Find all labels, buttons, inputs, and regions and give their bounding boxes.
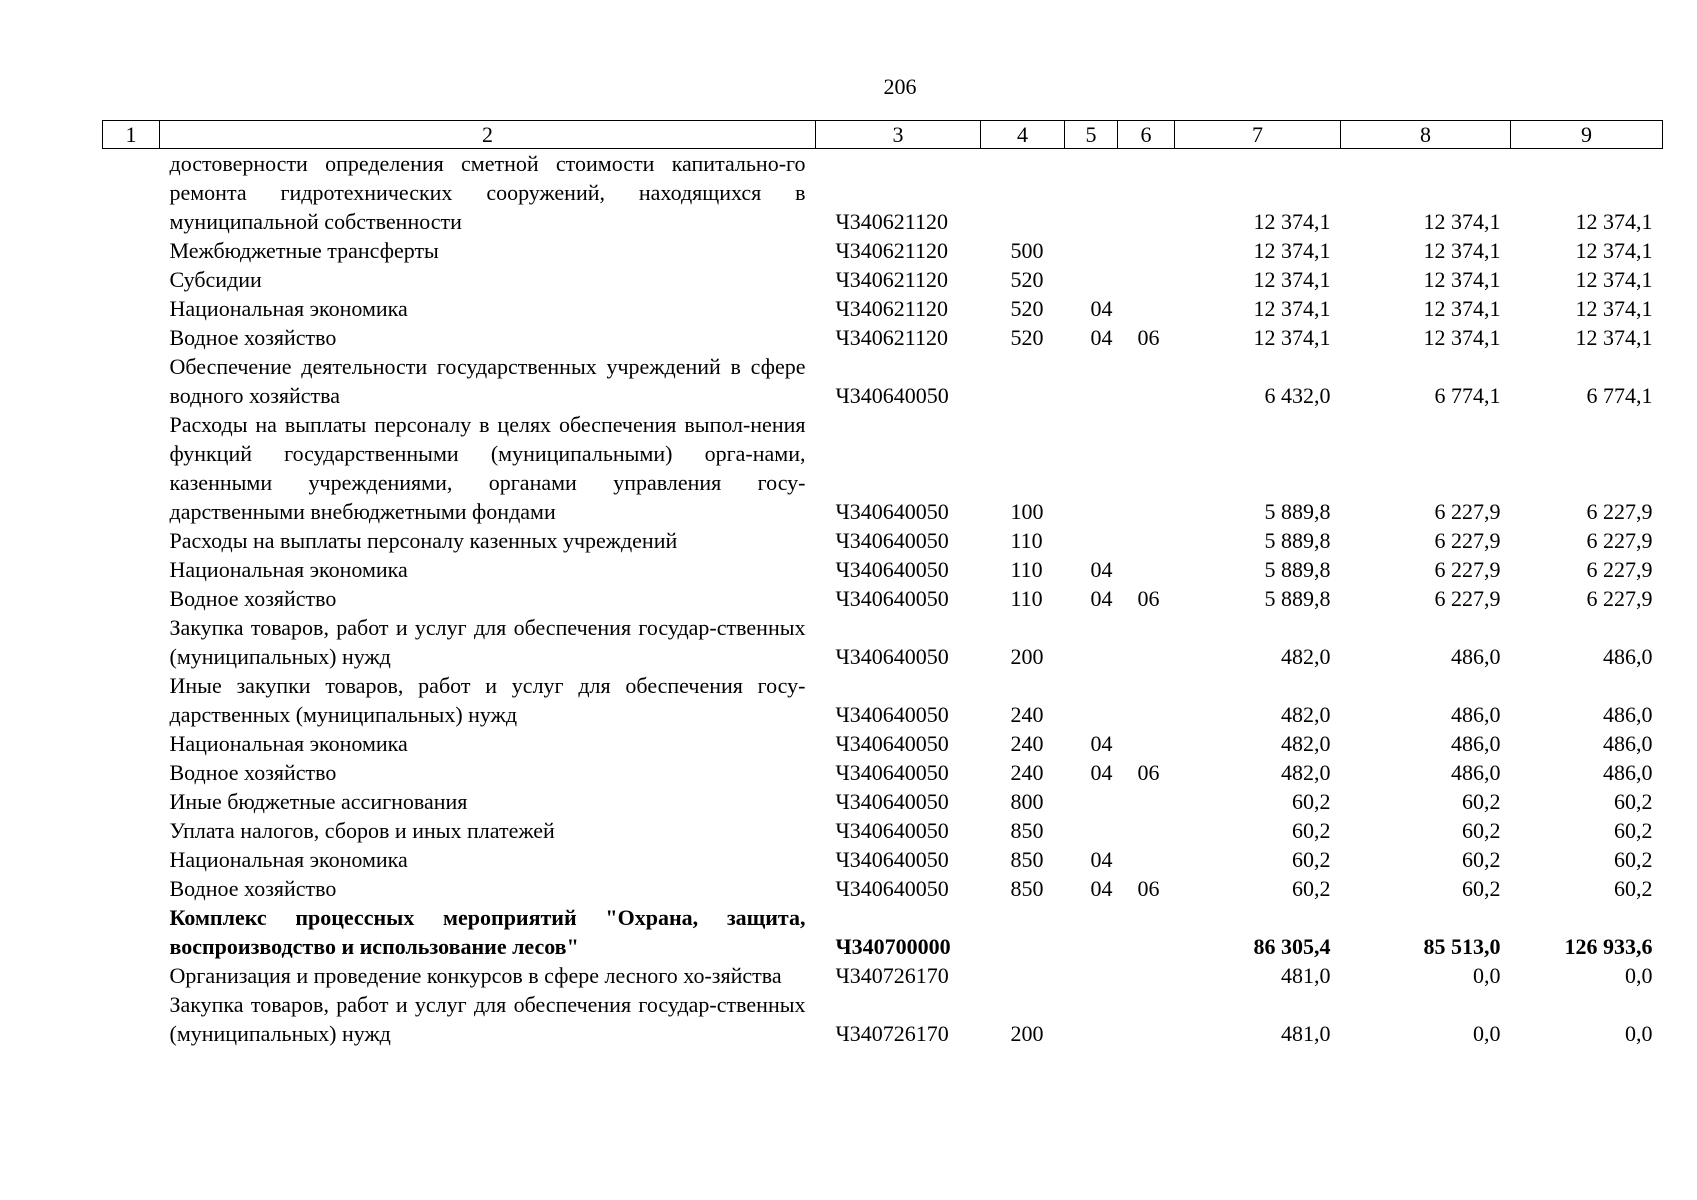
row-section: [1065, 236, 1118, 265]
row-value-col8: 60,2: [1462, 789, 1501, 814]
cell-empty: [103, 265, 160, 294]
row-value-col7: 482,0: [1281, 702, 1331, 727]
row-value-col8: 60,2: [1462, 847, 1501, 872]
row-name: Субсидии: [169, 267, 262, 292]
row-expense-group: 240: [1010, 731, 1044, 756]
table-row: [103, 352, 1663, 410]
row-value-col8: 6 227,9: [1434, 557, 1501, 582]
row-subsection: [1118, 352, 1175, 410]
row-value-col9: 12 374,1: [1575, 209, 1653, 234]
table-body: [103, 149, 1663, 1049]
row-value-col7: 482,0: [1281, 760, 1331, 785]
row-value-col7: 481,0: [1281, 1021, 1331, 1046]
row-value-col8: 486,0: [1451, 731, 1501, 756]
cell-empty: [103, 584, 160, 613]
row-subsection: [1118, 816, 1175, 845]
table-row: [103, 903, 1663, 961]
row-name: Организация и проведение конкурсов в сфере лесного хо-зяйства: [169, 963, 782, 988]
row-value-col9: 60,2: [1614, 789, 1653, 814]
cell-empty: [103, 845, 160, 874]
row-code: Ч340640050: [835, 847, 949, 872]
row-expense-group: [981, 961, 1065, 990]
row-name: Иные бюджетные ассигнования: [169, 789, 468, 814]
row-value-col8: 486,0: [1451, 702, 1501, 727]
row-section: 04: [1090, 325, 1113, 350]
row-code: Ч340700000: [835, 934, 951, 959]
row-section: 04: [1090, 296, 1113, 321]
row-subsection: [1118, 149, 1175, 237]
row-value-col7: 482,0: [1281, 644, 1331, 669]
row-name: Иные закупки товаров, работ и услуг для обеспечения госу-дарственных (муниципальных) нужд: [169, 673, 806, 727]
row-subsection: 06: [1137, 586, 1160, 611]
table-row: [103, 671, 1663, 729]
row-subsection: 06: [1137, 760, 1160, 785]
row-code: Ч340640050: [835, 760, 949, 785]
row-subsection: [1118, 265, 1175, 294]
table-row: [103, 584, 1663, 613]
row-code: Ч340726170: [835, 1021, 949, 1046]
row-code: Ч340640050: [835, 499, 949, 524]
table-row: [103, 265, 1663, 294]
row-value-col9: 486,0: [1603, 731, 1653, 756]
row-name: Водное хозяйство: [169, 760, 337, 785]
row-expense-group: 850: [1010, 847, 1044, 872]
row-section: [1065, 149, 1118, 237]
row-section: 04: [1090, 586, 1113, 611]
row-value-col8: 486,0: [1451, 760, 1501, 785]
budget-table: [102, 120, 1663, 1048]
row-value-col8: 0,0: [1473, 963, 1501, 988]
row-code: Ч340640050: [835, 876, 949, 901]
cell-empty: [103, 613, 160, 671]
row-value-col9: 486,0: [1603, 702, 1653, 727]
row-subsection: [1118, 903, 1175, 961]
row-value-col8: 85 513,0: [1423, 934, 1501, 959]
row-value-col8: 6 774,1: [1434, 383, 1501, 408]
row-value-col7: 12 374,1: [1253, 267, 1331, 292]
row-value-col8: 60,2: [1462, 818, 1501, 843]
row-value-col8: 6 227,9: [1434, 586, 1501, 611]
row-subsection: [1118, 671, 1175, 729]
row-code: Ч340640050: [835, 818, 949, 843]
row-expense-group: 520: [1010, 325, 1044, 350]
row-value-col7: 481,0: [1281, 963, 1331, 988]
row-code: Ч340640050: [835, 644, 949, 669]
row-section: 04: [1090, 847, 1113, 872]
cell-empty: [103, 990, 160, 1048]
row-expense-group: 240: [1010, 702, 1044, 727]
table-row: [103, 961, 1663, 990]
row-value-col7: 60,2: [1292, 876, 1331, 901]
row-name: Национальная экономика: [169, 847, 408, 872]
row-value-col9: 6 774,1: [1586, 383, 1653, 408]
row-value-col9: 60,2: [1614, 818, 1653, 843]
table-row: [103, 845, 1663, 874]
row-subsection: [1118, 845, 1175, 874]
row-code: Ч340621120: [835, 296, 948, 321]
table-row: [103, 236, 1663, 265]
column-header: 9: [1511, 121, 1663, 149]
row-value-col8: 12 374,1: [1423, 325, 1501, 350]
row-value-col8: 12 374,1: [1423, 238, 1501, 263]
cell-empty: [103, 961, 160, 990]
column-header: 3: [816, 121, 981, 149]
row-value-col7: 12 374,1: [1253, 238, 1331, 263]
column-header: 7: [1175, 121, 1341, 149]
row-value-col8: 6 227,9: [1434, 528, 1501, 553]
row-expense-group: 850: [1010, 876, 1044, 901]
row-section: 04: [1090, 731, 1113, 756]
row-section: [1065, 352, 1118, 410]
row-value-col9: 126 933,6: [1564, 934, 1653, 959]
row-value-col8: 60,2: [1462, 876, 1501, 901]
page-number: 206: [883, 74, 917, 99]
row-expense-group: 800: [1010, 789, 1044, 814]
row-expense-group: 110: [1010, 528, 1043, 553]
cell-empty: [103, 323, 160, 352]
row-name: Уплата налогов, сборов и иных платежей: [169, 818, 555, 843]
row-value-col7: 5 889,8: [1264, 586, 1331, 611]
row-value-col9: 486,0: [1603, 760, 1653, 785]
row-section: 04: [1090, 760, 1113, 785]
row-expense-group: 240: [1010, 760, 1044, 785]
row-subsection: [1118, 990, 1175, 1048]
row-subsection: [1118, 236, 1175, 265]
row-section: [1065, 613, 1118, 671]
column-header: 4: [981, 121, 1065, 149]
row-expense-group: 200: [1010, 644, 1044, 669]
table-row: [103, 729, 1663, 758]
cell-empty: [103, 874, 160, 903]
row-subsection: [1118, 961, 1175, 990]
cell-empty: [103, 671, 160, 729]
row-subsection: 06: [1137, 325, 1160, 350]
row-code: Ч340621120: [835, 267, 948, 292]
row-value-col8: 6 227,9: [1434, 499, 1501, 524]
row-name: Обеспечение деятельности государственных учреждений в сфере водного хозяйства: [169, 354, 806, 408]
cell-empty: [103, 526, 160, 555]
row-code: Ч340726170: [835, 963, 949, 988]
row-code: Ч340640050: [835, 528, 949, 553]
table-row: [103, 990, 1663, 1048]
row-subsection: [1118, 613, 1175, 671]
row-name: Водное хозяйство: [169, 876, 337, 901]
table-row: [103, 323, 1663, 352]
cell-empty: [103, 555, 160, 584]
column-header: 2: [160, 121, 816, 149]
row-value-col9: 12 374,1: [1575, 267, 1653, 292]
table-row: [103, 294, 1663, 323]
row-code: Ч340640050: [835, 586, 949, 611]
row-expense-group: 520: [1010, 267, 1044, 292]
row-code: Ч340621120: [835, 209, 948, 234]
row-value-col7: 60,2: [1292, 847, 1331, 872]
table-row: [103, 613, 1663, 671]
row-expense-group: 100: [1010, 499, 1044, 524]
table-row: [103, 555, 1663, 584]
row-value-col7: 6 432,0: [1264, 383, 1331, 408]
row-expense-group: 110: [1010, 586, 1043, 611]
row-expense-group: [981, 149, 1065, 237]
row-name: Межбюджетные трансферты: [169, 238, 439, 263]
table-row: [103, 874, 1663, 903]
row-value-col7: 60,2: [1292, 818, 1331, 843]
cell-empty: [103, 149, 160, 237]
row-name: Водное хозяйство: [169, 586, 337, 611]
cell-empty: [103, 729, 160, 758]
row-code: Ч340640050: [835, 731, 949, 756]
row-expense-group: 200: [1010, 1021, 1044, 1046]
cell-empty: [103, 236, 160, 265]
row-subsection: [1118, 729, 1175, 758]
row-value-col7: 86 305,4: [1253, 934, 1331, 959]
row-section: [1065, 526, 1118, 555]
column-header: 6: [1118, 121, 1175, 149]
row-subsection: [1118, 526, 1175, 555]
row-expense-group: [981, 352, 1065, 410]
row-section: 04: [1090, 557, 1113, 582]
row-section: [1065, 990, 1118, 1048]
row-value-col9: 6 227,9: [1586, 557, 1653, 582]
cell-empty: [103, 816, 160, 845]
row-value-col7: 5 889,8: [1264, 557, 1331, 582]
row-value-col9: 60,2: [1614, 876, 1653, 901]
row-code: Ч340621120: [835, 325, 948, 350]
column-header: 5: [1065, 121, 1118, 149]
row-name: Комплекс процессных мероприятий "Охрана, защита, воспроизводство и использование лесов": [169, 905, 806, 959]
row-value-col9: 6 227,9: [1586, 528, 1653, 553]
row-value-col9: 6 227,9: [1586, 499, 1653, 524]
row-value-col7: 60,2: [1292, 789, 1331, 814]
cell-empty: [103, 410, 160, 526]
table-row: [103, 149, 1663, 237]
row-section: [1065, 787, 1118, 816]
row-code: Ч340640050: [835, 557, 949, 582]
row-name: Расходы на выплаты персоналу казенных учреждений: [169, 528, 678, 553]
row-expense-group: 110: [1010, 557, 1043, 582]
row-name: достоверности определения сметной стоимости капитально-го ремонта гидротехнических сооружений, находящихся в муниципальной собственности: [169, 151, 806, 234]
row-value-col7: 12 374,1: [1253, 296, 1331, 321]
table-row: [103, 787, 1663, 816]
row-value-col7: 482,0: [1281, 731, 1331, 756]
row-name: Закупка товаров, работ и услуг для обеспечения государ-ственных (муниципальных) нужд: [169, 615, 806, 669]
row-subsection: [1118, 294, 1175, 323]
row-code: Ч340640050: [835, 789, 949, 814]
row-section: [1065, 816, 1118, 845]
row-code: Ч340640050: [835, 383, 949, 408]
table-row: [103, 758, 1663, 787]
cell-empty: [103, 294, 160, 323]
cell-empty: [103, 903, 160, 961]
row-section: [1065, 903, 1118, 961]
row-name: Закупка товаров, работ и услуг для обеспечения государ-ственных (муниципальных) нужд: [169, 992, 806, 1046]
row-name: Национальная экономика: [169, 731, 408, 756]
row-section: [1065, 265, 1118, 294]
row-name: Национальная экономика: [169, 296, 408, 321]
row-value-col9: 6 227,9: [1586, 586, 1653, 611]
row-value-col8: 486,0: [1451, 644, 1501, 669]
row-value-col7: 12 374,1: [1253, 209, 1331, 234]
table-row: [103, 526, 1663, 555]
table-row: [103, 410, 1663, 526]
row-expense-group: 850: [1010, 818, 1044, 843]
row-expense-group: 520: [1010, 296, 1044, 321]
row-name: Водное хозяйство: [169, 325, 337, 350]
row-value-col9: 0,0: [1625, 1021, 1653, 1046]
cell-empty: [103, 758, 160, 787]
row-subsection: [1118, 787, 1175, 816]
row-value-col9: 60,2: [1614, 847, 1653, 872]
row-expense-group: [981, 903, 1065, 961]
row-value-col7: 12 374,1: [1253, 325, 1331, 350]
row-section: 04: [1090, 876, 1113, 901]
cell-empty: [103, 787, 160, 816]
row-section: [1065, 961, 1118, 990]
row-name: Расходы на выплаты персоналу в целях обеспечения выпол-нения функций государственными (муниципальными) орга-нами, казенными учреждениями, органами управления госу-дарственными внебюджетными фондами: [169, 412, 806, 524]
row-value-col9: 486,0: [1603, 644, 1653, 669]
column-header: 8: [1341, 121, 1511, 149]
cell-empty: [103, 352, 160, 410]
row-section: [1065, 671, 1118, 729]
table-header-row: [103, 121, 1663, 149]
row-value-col8: 0,0: [1473, 1021, 1501, 1046]
row-value-col9: 12 374,1: [1575, 325, 1653, 350]
row-value-col9: 12 374,1: [1575, 238, 1653, 263]
row-name: Национальная экономика: [169, 557, 408, 582]
row-value-col7: 5 889,8: [1264, 499, 1331, 524]
row-value-col7: 5 889,8: [1264, 528, 1331, 553]
row-value-col9: 0,0: [1625, 963, 1653, 988]
row-value-col9: 12 374,1: [1575, 296, 1653, 321]
row-value-col8: 12 374,1: [1423, 209, 1501, 234]
table-row: [103, 816, 1663, 845]
row-section: [1065, 410, 1118, 526]
column-header: 1: [103, 121, 160, 149]
row-code: Ч340621120: [835, 238, 948, 263]
row-value-col8: 12 374,1: [1423, 296, 1501, 321]
row-subsection: [1118, 410, 1175, 526]
row-code: Ч340640050: [835, 702, 949, 727]
row-value-col8: 12 374,1: [1423, 267, 1501, 292]
row-subsection: [1118, 555, 1175, 584]
row-expense-group: 500: [1010, 238, 1044, 263]
row-subsection: 06: [1137, 876, 1160, 901]
